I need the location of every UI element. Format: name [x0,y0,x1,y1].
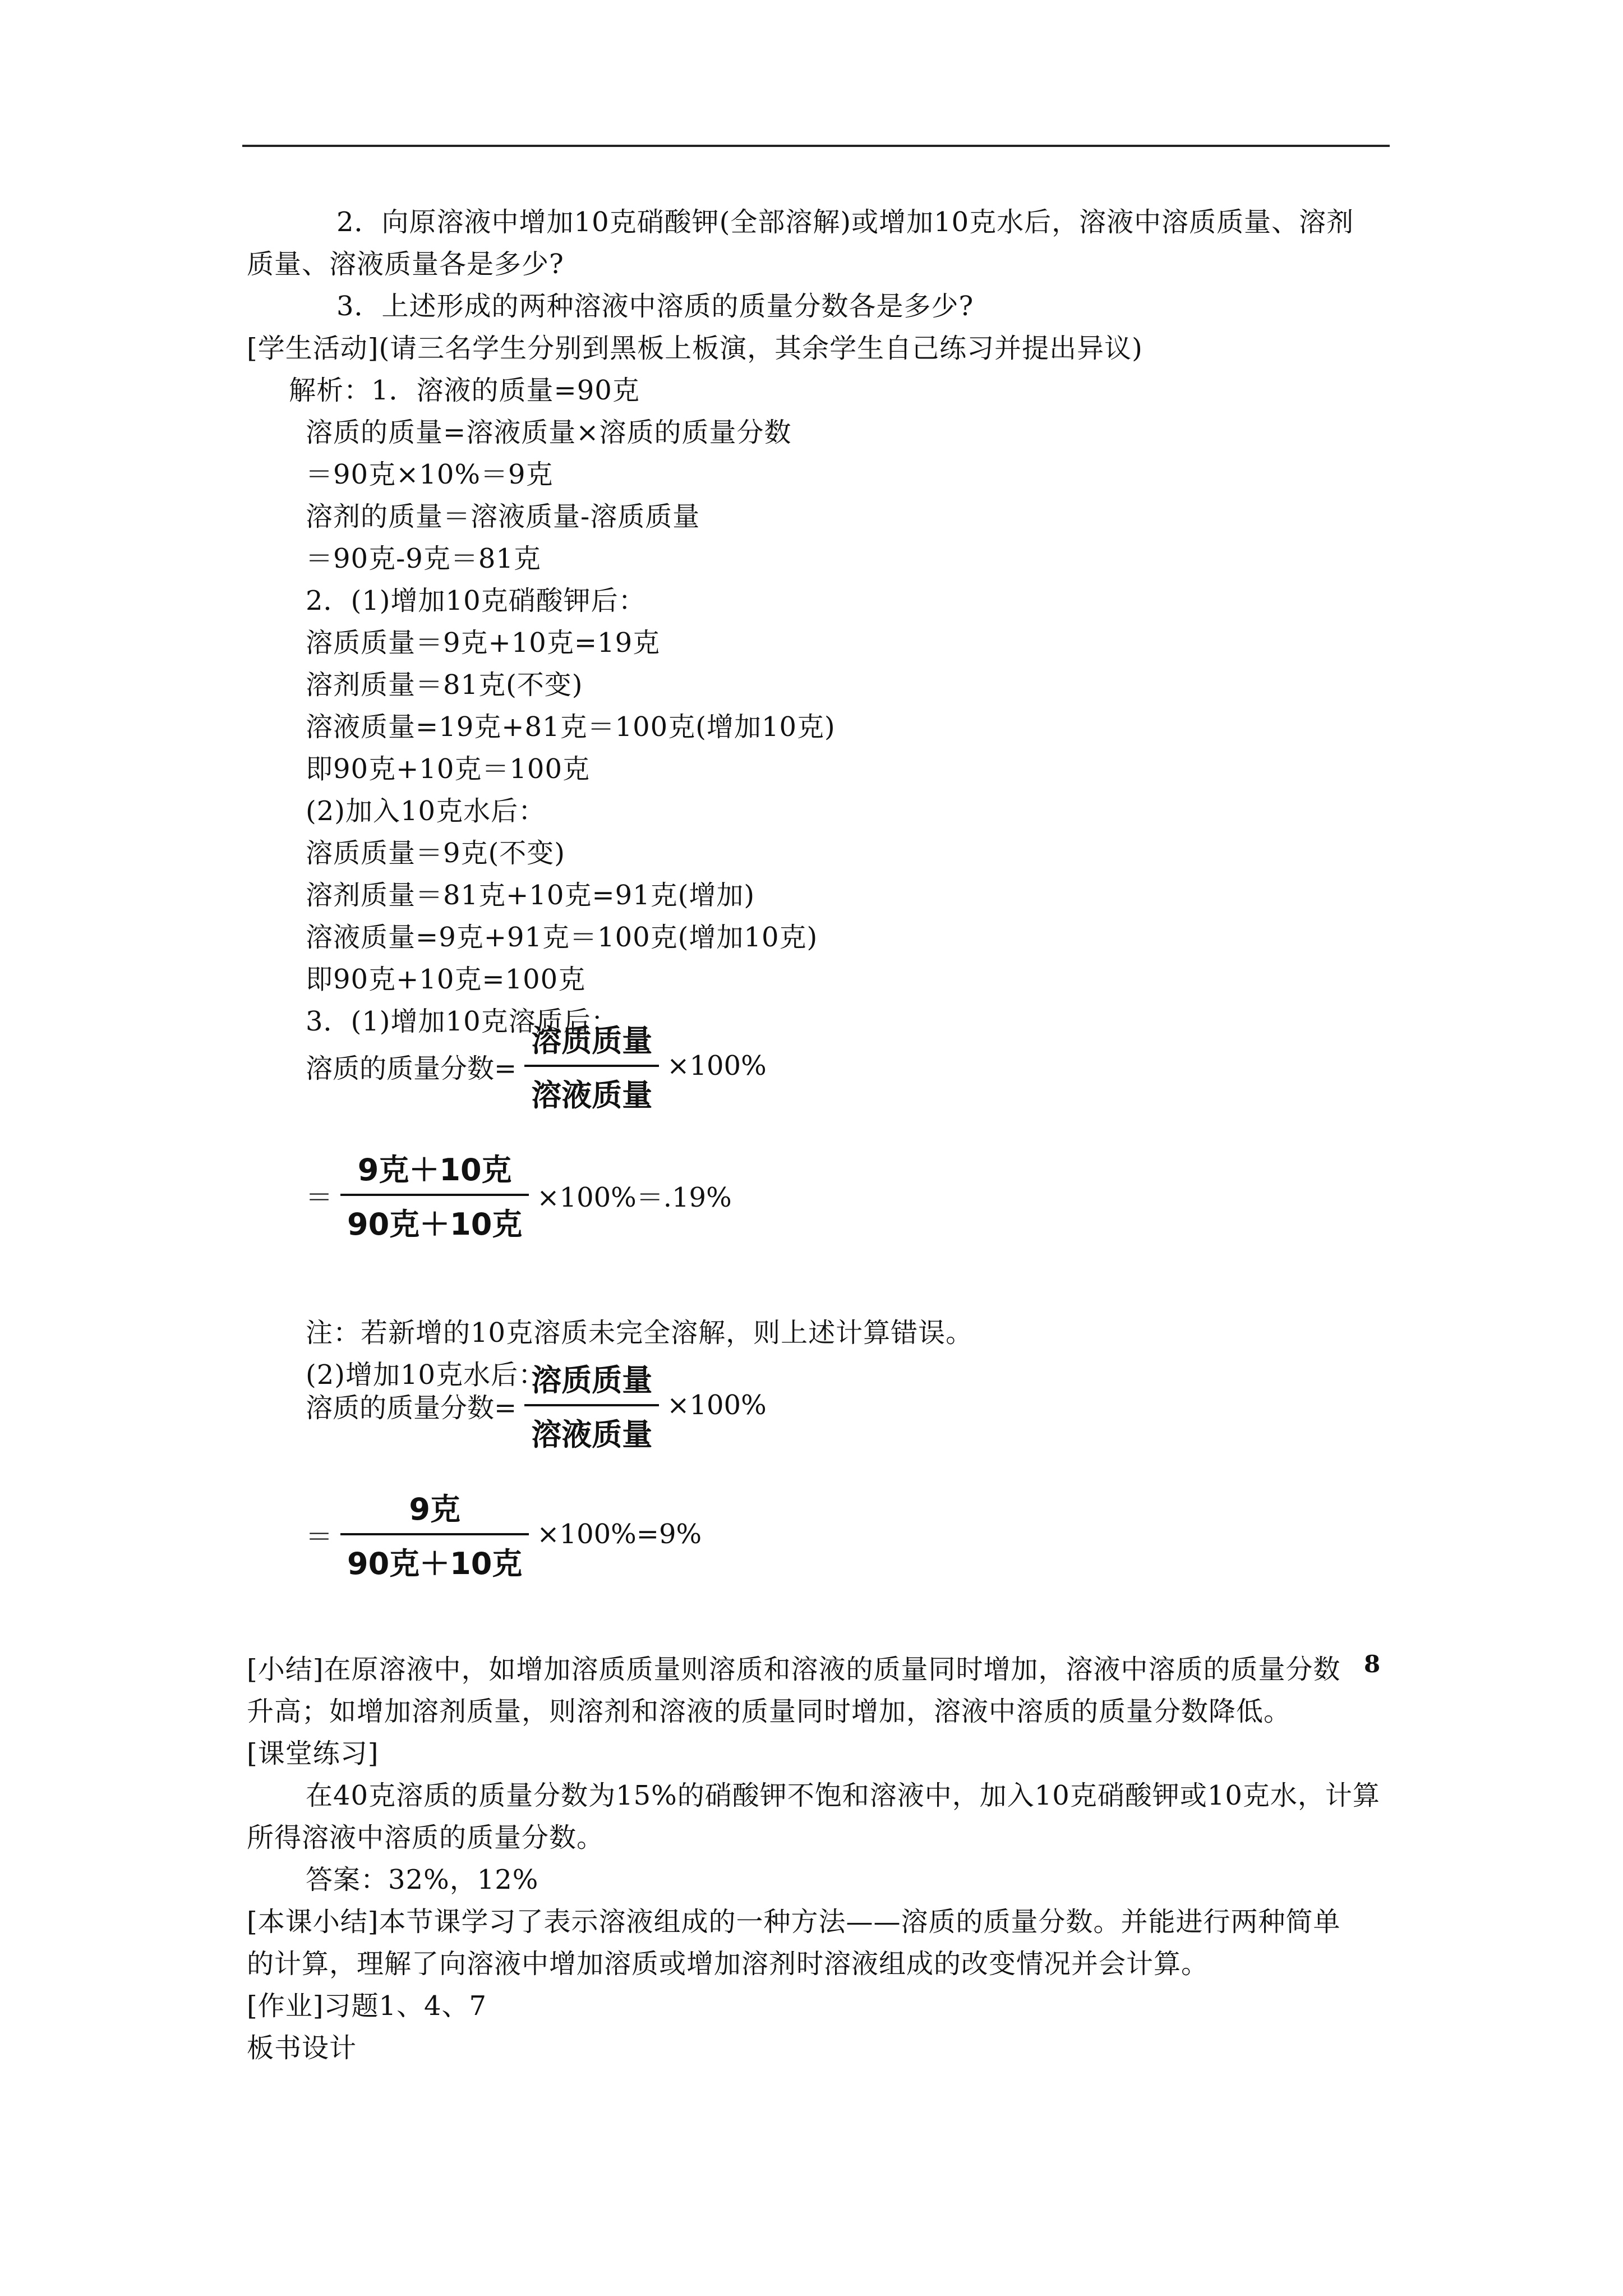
text-line: 溶质质量＝9克+10克=19克 [306,627,661,659]
formula [306,1018,767,1114]
fraction [340,1485,529,1583]
text-line: 溶质质量＝9克(不变) [306,838,565,869]
text-line: 3．(1)增加10克溶质后： [306,1006,619,1037]
formula-prefix: 溶质的质量分数= [306,1052,517,1084]
text-line: 溶剂质量＝81克+10克=91克(增加) [306,880,755,911]
text-line: 的计算，理解了向溶液中增加溶质或增加溶剂时溶液组成的改变情况并会计算。 [247,1948,1209,1980]
text-line: 溶剂的质量＝溶液质量-溶质质量 [306,501,700,532]
text-line: 2．向原溶液中增加10克硝酸钾(全部溶解)或增加10克水后，溶液中溶质质量、溶剂 [336,206,1354,238]
text-line: ＝90克×10%＝9克 [306,459,554,490]
header-rule [242,145,1390,147]
text-line: 答案：32%，12% [306,1864,539,1895]
text-line: 2．(1)增加10克硝酸钾后： [306,585,646,616]
formula-suffix: ×100% [667,1050,767,1082]
text-line: (2)加入10克水后： [306,795,546,827]
formula-prefix: 溶质的质量分数= [306,1392,517,1424]
fraction-numerator: 9克＋10克 [357,1152,512,1188]
text-line: [作业]习题1、4、7 [247,1990,487,2022]
text-line: [本课小结]本节课学习了表示溶液组成的一种方法——溶质的质量分数。并能进行两种简单 [247,1906,1341,1938]
text-line: 溶液质量=19克+81克＝100克(增加10克) [306,711,836,743]
text-line: 溶剂质量＝81克(不变) [306,669,583,701]
text-line: 即90克+10克＝100克 [306,753,590,785]
text-line: 升高；如增加溶剂质量，则溶剂和溶液的质量同时增加，溶液中溶质的质量分数降低。 [247,1696,1292,1727]
formula-suffix: ×100%=9% [537,1519,702,1550]
text-line: 板书设计 [247,2032,357,2064]
text-line: 溶质的质量=溶液质量×溶质的质量分数 [306,417,792,448]
text-line: (2)增加10克水后： [306,1359,546,1391]
fraction-numerator: 溶质质量 [531,1023,653,1059]
text-line: 注：若新增的10克溶质未完全溶解，则上述计算错误。 [306,1317,974,1349]
fraction [340,1146,529,1244]
formula-prefix: ＝ [306,1181,333,1213]
text-line: 即90克+10克=100克 [306,964,586,995]
formula [306,1147,732,1243]
fraction [524,1017,659,1115]
text-line: 解析：1．溶液的质量=90克 [289,375,640,406]
formula-prefix: ＝ [306,1521,333,1553]
formula-suffix: ×100%＝.19% [537,1181,732,1213]
text-line: [课堂练习] [247,1738,379,1769]
text-line: 3．上述形成的两种溶液中溶质的质量分数各是多少? [336,291,974,322]
formula [306,1487,702,1582]
formula-suffix: ×100% [667,1389,767,1421]
fraction-denominator: 90克＋10克 [347,1207,523,1242]
text-line: 质量、溶液质量各是多少? [247,249,564,280]
formula [306,1358,767,1453]
text-line: [学生活动](请三名学生分别到黑板上板演，其余学生自己练习并提出异议) [247,333,1143,364]
fraction-denominator: 90克＋10克 [347,1546,523,1581]
text-line: [小结]在原溶液中，如增加溶质质量则溶质和溶液的质量同时增加，溶液中溶质的质量分数 [247,1654,1341,1685]
text-line: 所得溶液中溶质的质量分数。 [247,1822,605,1853]
fraction-numerator: 9克 [409,1492,460,1527]
page-number: 8 [1364,1650,1381,1678]
fraction-numerator: 溶质质量 [531,1363,653,1398]
text-line: 在40克溶质的质量分数为15%的硝酸钾不饱和溶液中，加入10克硝酸钾或10克水，计算 [306,1780,1380,1811]
fraction-denominator: 溶液质量 [531,1417,653,1452]
text-line: 溶液质量=9克+91克＝100克(增加10克) [306,922,818,953]
fraction [524,1356,659,1454]
fraction-denominator: 溶液质量 [531,1078,653,1113]
text-line: ＝90克-9克＝81克 [306,543,541,574]
